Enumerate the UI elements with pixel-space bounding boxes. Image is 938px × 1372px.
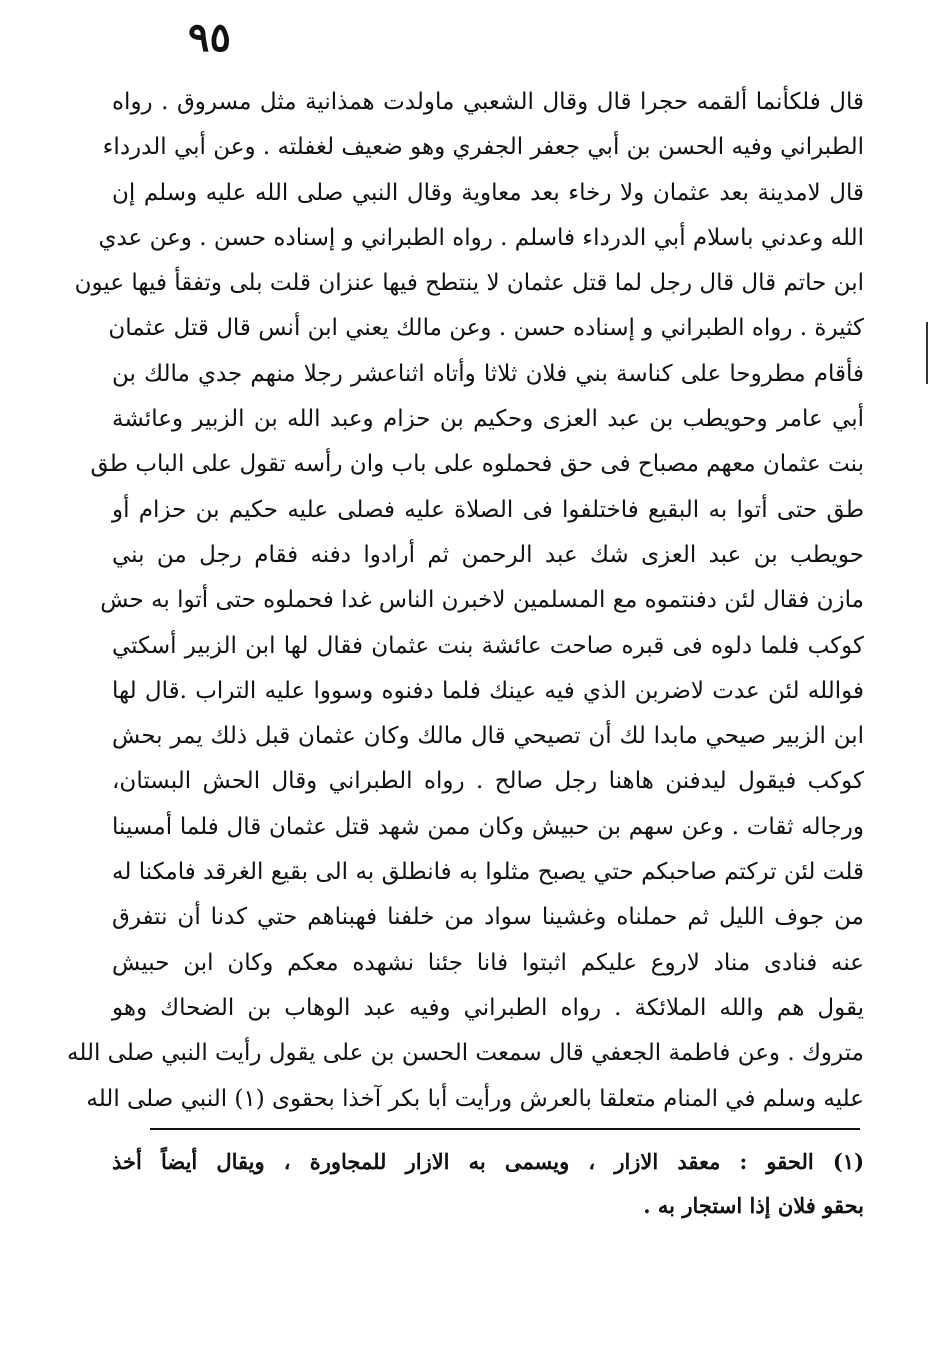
page-number: ٩٥ xyxy=(188,14,231,61)
text-line: طق حتى أتوا به البقيع فاختلفوا فى الصلاة عليه فصلى عليه حكيم بن حزام أو xyxy=(112,496,864,523)
text-line: قلت لئن تركتم صاحبكم حتي يصبح مثلوا به فانطلق به الى بقيع الغرقد فامكنا له xyxy=(112,859,864,886)
text-line: أبي عامر وحويطب بن عبد العزى وحكيم بن حزام وعبد الله بن الزبير وعائشة xyxy=(112,406,864,433)
margin-mark xyxy=(926,322,928,384)
footnote-line: بحقو فلان إذا استجار به . xyxy=(643,1193,864,1218)
text-line: بنت عثمان معهم مصباح فى حق فحملوه على باب وان رأسه تقول على الباب طق xyxy=(90,451,864,478)
text-line: كوكب فيقول ليدفنن هاهنا رجل صالح . رواه الطبراني وقال الحش البستان، xyxy=(112,768,864,795)
main-text xyxy=(67,80,864,1122)
text-line: عنه فنادى مناد لاروع عليكم اثبتوا فانا جئنا نشهده معكم وكان ابن حبيش xyxy=(112,949,864,976)
text-line: الله وعدني باسلام أبي الدرداء فاسلم . رواه الطبراني و إسناده حسن . وعن عدي xyxy=(98,224,864,251)
text-line: قال لامدينة بعد عثمان ولا رخاء بعد معاوية وقال النبي صلى الله عليه وسلم إن xyxy=(112,179,864,206)
text-line: ورجاله ثقات . وعن سهم بن حبيش وكان ممن شهد قتل عثمان قال فلما أمسينا xyxy=(112,813,864,840)
text-line: ابن حاتم قال قال رجل لما قتل عثمان لا ينتطح فيها عنزان قلت بلى وتفقأ فيها عيون xyxy=(74,270,864,297)
footnote-line: (١) الحقو : معقد الازار ، ويسمى به الازار للمجاورة ، ويقال أيضاً أخذ xyxy=(112,1149,864,1174)
text-line: قال فلكأنما ألقمه حجرا قال وقال الشعبي ماولدت همذانية مثل مسروق . رواه xyxy=(112,89,864,115)
text-line: الطبراني وفيه الحسن بن أبي جعفر الجفري وهو ضعيف لغفلته . وعن أبي الدرداء xyxy=(102,134,864,161)
text-line: عليه وسلم في المنام متعلقا بالعرش ورأيت أبا بكر آخذا بحقوى (١) النبي صلى الله xyxy=(86,1085,864,1112)
text-line: كثيرة . رواه الطبراني و إسناده حسن . وعن مالك يعني ابن أنس قال قتل عثمان xyxy=(108,315,864,342)
text-line: يقول هم والله الملائكة . رواه الطبراني وفيه عبد الوهاب بن الضحاك وهو xyxy=(112,994,864,1021)
text-line: فأقام مطروحا على كناسة بني فلان ثلاثا وأتاه اثناعشر رجلا منهم جدي مالك بن xyxy=(112,360,864,387)
footnote xyxy=(112,1140,864,1228)
text-line: من جوف الليل ثم حملناه وغشينا سواد من خلفنا فهبناهم حتي كدنا أن نتفرق xyxy=(112,904,864,931)
text-line: متروك . وعن فاطمة الجعفي قال سمعت الحسن بن على يقول رأيت النبي صلى الله xyxy=(67,1040,864,1067)
text-line: ابن الزبير صيحي مابدا لك أن تصيحي قال مالك وكان عثمان قبل ذلك يمر بحش xyxy=(112,723,864,750)
footnote-divider xyxy=(150,1128,860,1130)
text-line: حويطب بن عبد العزى شك عبد الرحمن ثم أرادوا دفنه فقام رجل من بني xyxy=(112,541,864,568)
text-line: كوكب فلما دلوه فى قبره صاحت عائشة بنت عثمان فقال لها ابن الزبير أسكتي xyxy=(112,632,864,659)
text-line: مازن فقال لئن دفنتموه مع المسلمين لاخبرن الناس غدا فحملوه حتى أتوا به حش xyxy=(100,587,864,614)
text-line: فوالله لئن عدت لاضربن الذي فيه عينك فلما دفنوه وسووا عليه التراب .قال لها xyxy=(112,677,864,704)
